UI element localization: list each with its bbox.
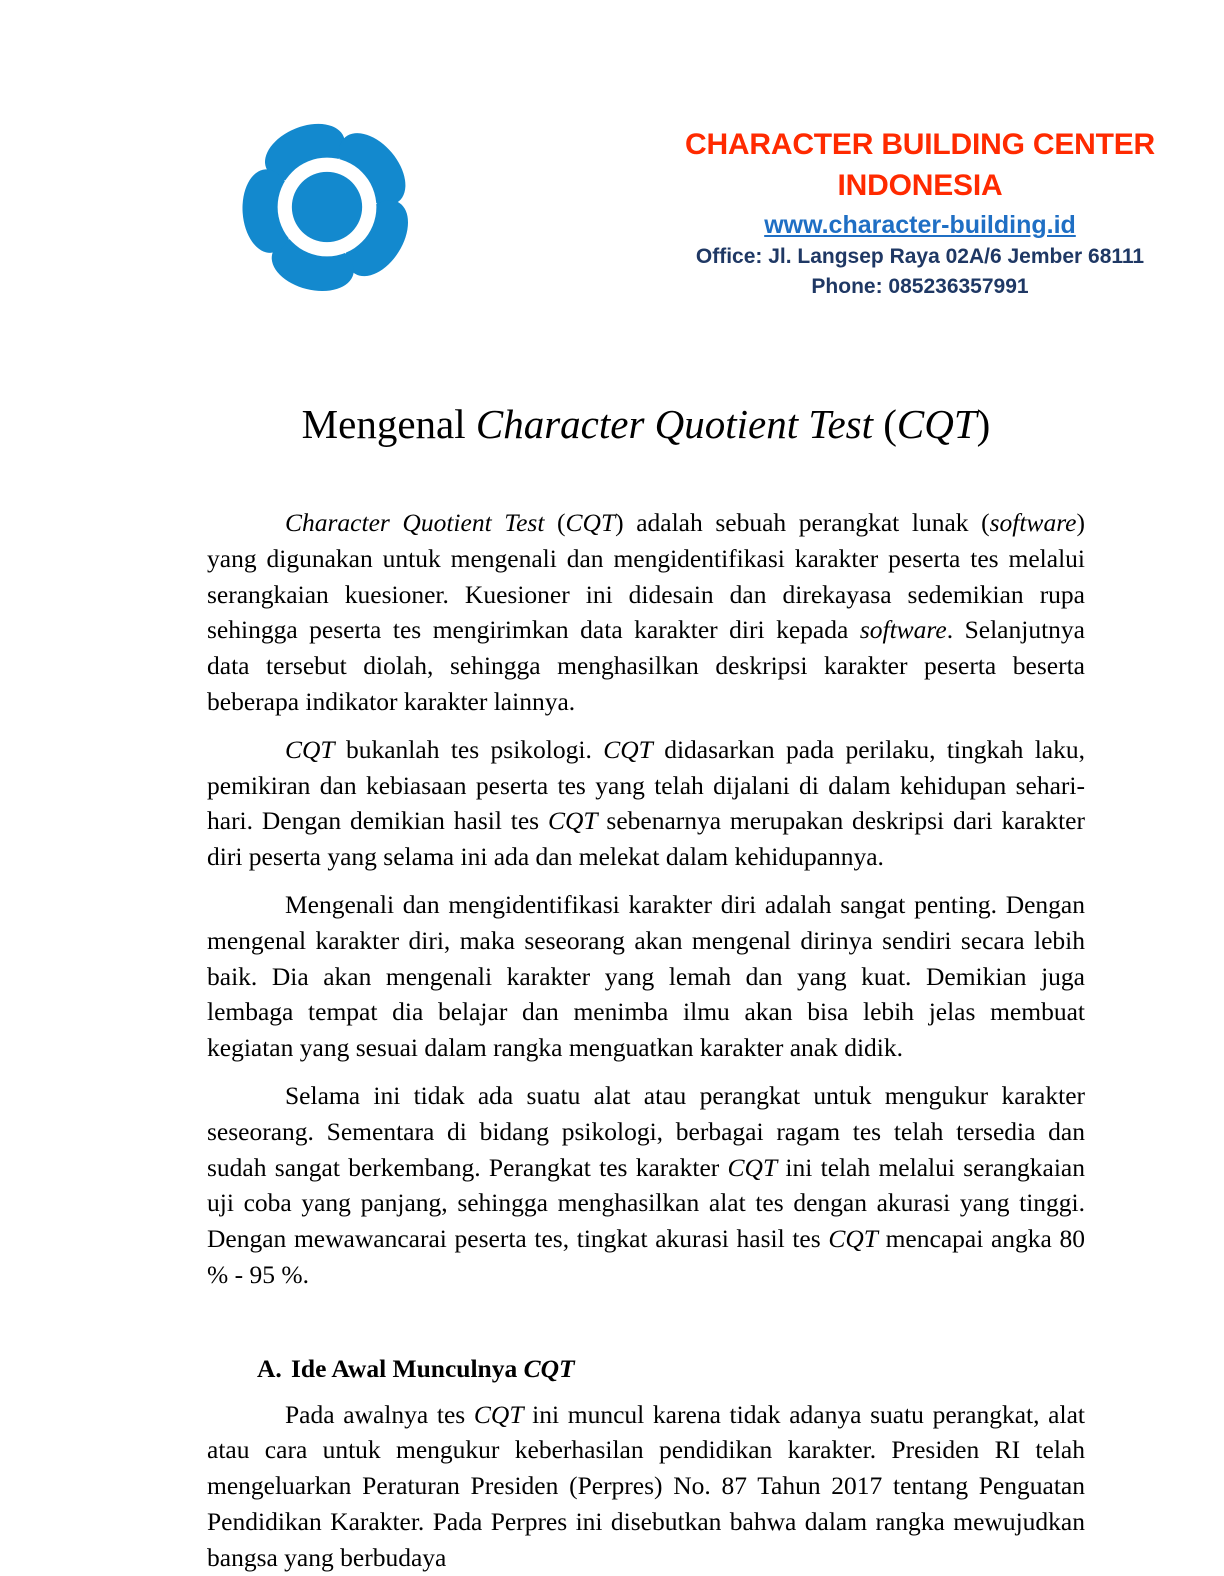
title-part-italic-2: CQT (896, 401, 977, 447)
p2-s5: CQT (547, 806, 598, 836)
p5-s3: ini muncul karena tidak adanya suatu perangkat, alat atau cara untuk mengukur keberhasilan pendidikan karakter. Presiden RI telah mengeluarkan Peraturan Presiden (Perpres) No. 87 Tahun 2017 tentang Penguatan Pendidikan Karakter. Pada Perpres ini disebutkan bahwa dalam rangka mewujudkan bangsa yang berbudaya (207, 1399, 1085, 1572)
p1-s3: CQT (565, 508, 616, 537)
section-title-italic: CQT (523, 1353, 575, 1383)
section-spacer (207, 1293, 1085, 1351)
p4-s2: CQT (727, 1152, 778, 1182)
website-link[interactable]: www.character-building.id (764, 211, 1076, 239)
organization-contact-block (640, 124, 1200, 302)
paragraph-3 (207, 887, 1085, 1066)
paragraph-4 (207, 1078, 1085, 1293)
title-part-italic-1: Character Quotient Test (475, 401, 873, 447)
p2-s3: CQT (603, 734, 653, 764)
section-title-plain: Ide Awal Munculnya (291, 1353, 524, 1383)
paragraph-2 (207, 732, 1085, 875)
logo-swirl-icon (232, 112, 422, 302)
org-name-line-2: INDONESIA (837, 169, 1003, 202)
p2-s4: didasarkan pada perilaku, tingkah laku, pemikiran dan kebiasaan peserta tes yang telah dijalani di dalam kehidupan sehari-hari. Dengan demikian hasil tes (207, 734, 1085, 836)
character-building-center-logo (232, 112, 422, 302)
p1-s8: . Selanjutnya data tersebut diolah, sehingga menghasilkan deskripsi karakter peserta beserta beberapa indikator karakter lainnya. (207, 615, 1085, 716)
p1-s6: ) yang digunakan untuk mengenali dan mengidentifikasi karakter peserta tes melalui serangkaian kuesioner. Kuesioner ini didesain dan direkayasa sedemikian rupa sehingga peserta tes mengirimkan data karakter diri kepada (207, 508, 1085, 645)
page-title (207, 398, 1085, 450)
phone-number: Phone: 085236357991 (811, 275, 1029, 298)
paragraph-1 (207, 505, 1085, 720)
office-address: Office: Jl. Langsep Raya 02A/6 Jember 68111 (695, 245, 1145, 268)
title-part-plain-2: ( (872, 401, 897, 447)
section-heading-spacer (207, 1387, 1085, 1397)
paragraph-5 (207, 1397, 1085, 1576)
document-body (207, 505, 1085, 1576)
p1-s7: software (859, 615, 947, 645)
letterhead (0, 0, 1224, 330)
p1-s4: ) adalah sebuah perangkat lunak ( (615, 508, 990, 537)
p1-s1: Character Quotient Test (285, 508, 545, 537)
p3-s1: Mengenali dan mengidentifikasi karakter diri adalah sangat penting. Dengan mengenal karakter diri, maka seseorang akan mengenal dirinya sendiri secara lebih baik. Dia akan mengenali karakter yang lemah dan yang kuat. Demikian juga lembaga tempat dia belajar dan menimba ilmu akan bisa lebih jelas membuat kegiatan yang sesuai dalam rangka menguatkan karakter anak didik. (207, 889, 1085, 1063)
p4-s5: mencapai angka 80 % - 95 %. (207, 1224, 1085, 1289)
section-heading-a (207, 1351, 1085, 1387)
p4-s3: ini telah melalui serangkaian uji coba yang panjang, sehingga menghasilkan alat tes dengan akurasi yang tinggi. Dengan mewawancarai peserta tes, tingkat akurasi hasil tes (207, 1152, 1085, 1254)
title-part-plain-1: Mengenal (301, 401, 476, 447)
org-name-line-1: CHARACTER BUILDING CENTER (685, 128, 1155, 161)
p4-s1: Selama ini tidak ada suatu alat atau perangkat untuk mengukur karakter seseorang. Sementara di bidang psikologi, berbagai ragam tes telah tersedia dan sudah sangat berkembang. Perangkat tes karakter (207, 1080, 1085, 1182)
p2-s6: sebenarnya merupakan deskripsi dari karakter diri peserta yang selama ini ada dan melekat dalam kehidupannya. (207, 806, 1085, 872)
p5-s2: CQT (473, 1399, 524, 1429)
p2-s1: CQT (285, 734, 335, 764)
p5-s1: Pada awalnya tes (285, 1399, 474, 1429)
p1-s2: ( (544, 508, 566, 537)
title-part-plain-3: ) (976, 401, 991, 447)
section-letter: A. (257, 1353, 282, 1383)
p1-s5: software (989, 508, 1077, 537)
p2-s2: bukanlah tes psikologi. (334, 734, 604, 764)
p4-s4: CQT (828, 1224, 878, 1254)
